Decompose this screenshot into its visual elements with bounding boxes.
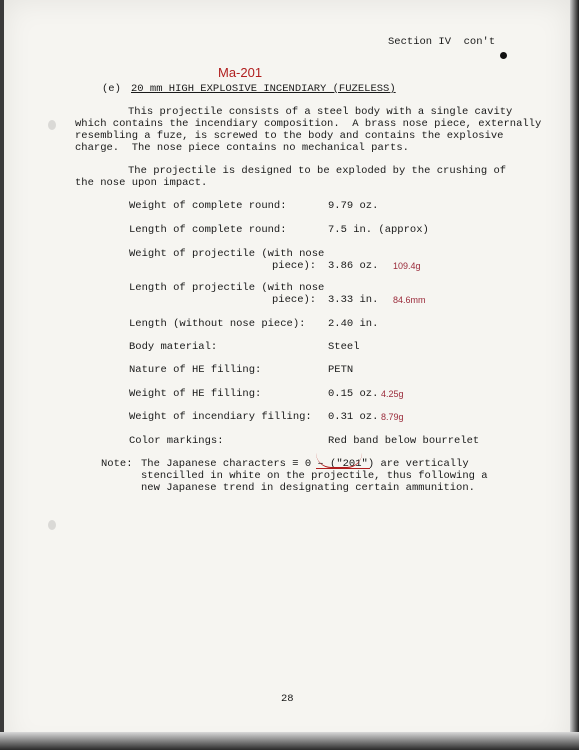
spec-label: Weight of projectile (with nose [129,248,325,260]
spec-value: 2.40 in. [328,318,379,330]
paragraph-line: resembling a fuze, is screwed to the body and contains the explosive [75,130,504,142]
handwritten-annotation: 84.6mm [393,295,426,305]
spec-label: Length of complete round: [129,224,287,236]
spec-label: Color markings: [129,435,224,447]
page-number: 28 [281,693,294,705]
section-header: Section IV con't [388,36,496,48]
spec-value: Steel [328,341,360,353]
spec-value: 0.31 oz. [328,411,379,423]
punch-dot [500,52,507,59]
spec-value: PETN [328,364,354,376]
paragraph-line: The projectile is designed to be exploded by the crushing of [128,165,507,177]
spec-label: Length of projectile (with nose [129,282,325,294]
red-underline-annotation [316,468,370,469]
handwritten-annotation: 8.79g [381,412,404,422]
paragraph-line: This projectile consists of a steel body with a single cavity [128,106,513,118]
spec-value: 9.79 oz. [328,200,379,212]
spec-label: Weight of complete round: [129,200,287,212]
note-line: The Japanese characters ≡ 0 – ("201") are vertically [141,458,469,470]
spec-value: 0.15 oz. [328,388,379,400]
paragraph-line: the nose upon impact. [75,177,208,189]
spec-value: 3.86 oz. [328,260,379,272]
spec-label: Weight of HE filling: [129,388,262,400]
spec-label: Body material: [129,341,218,353]
note-label: Note: [101,458,133,470]
note-line: stencilled in white on the projectile, thus following a [141,470,488,482]
page-title: 20 mm HIGH EXPLOSIVE INCENDIARY (FUZELESS) [131,83,396,95]
page-edge-shadow [0,732,579,750]
title-number: (e) [102,83,121,95]
binder-hole-mark [48,120,56,130]
handwritten-annotation: 4.25g [381,389,404,399]
spec-label: Nature of HE filling: [129,364,262,376]
binder-hole-mark [48,520,56,530]
spec-value: 7.5 in. (approx) [328,224,429,236]
paragraph-line: charge. The nose piece contains no mechanical parts. [75,142,409,154]
annotation-title: Ma-201 [218,65,263,80]
page-edge-shadow [570,0,579,750]
spec-label: Length (without nose piece): [129,318,306,330]
handwritten-annotation: 109.4g [393,261,421,271]
spec-label-cont: piece): [272,294,317,306]
spec-value: Red band below bourrelet [328,435,480,447]
paragraph-line: which contains the incendiary composition. A brass nose piece, externally [75,118,542,130]
spec-value: 3.33 in. [328,294,379,306]
spec-label-cont: piece): [272,260,317,272]
note-line: new Japanese trend in designating certain ammunition. [141,482,475,494]
spec-label: Weight of incendiary filling: [129,411,312,423]
